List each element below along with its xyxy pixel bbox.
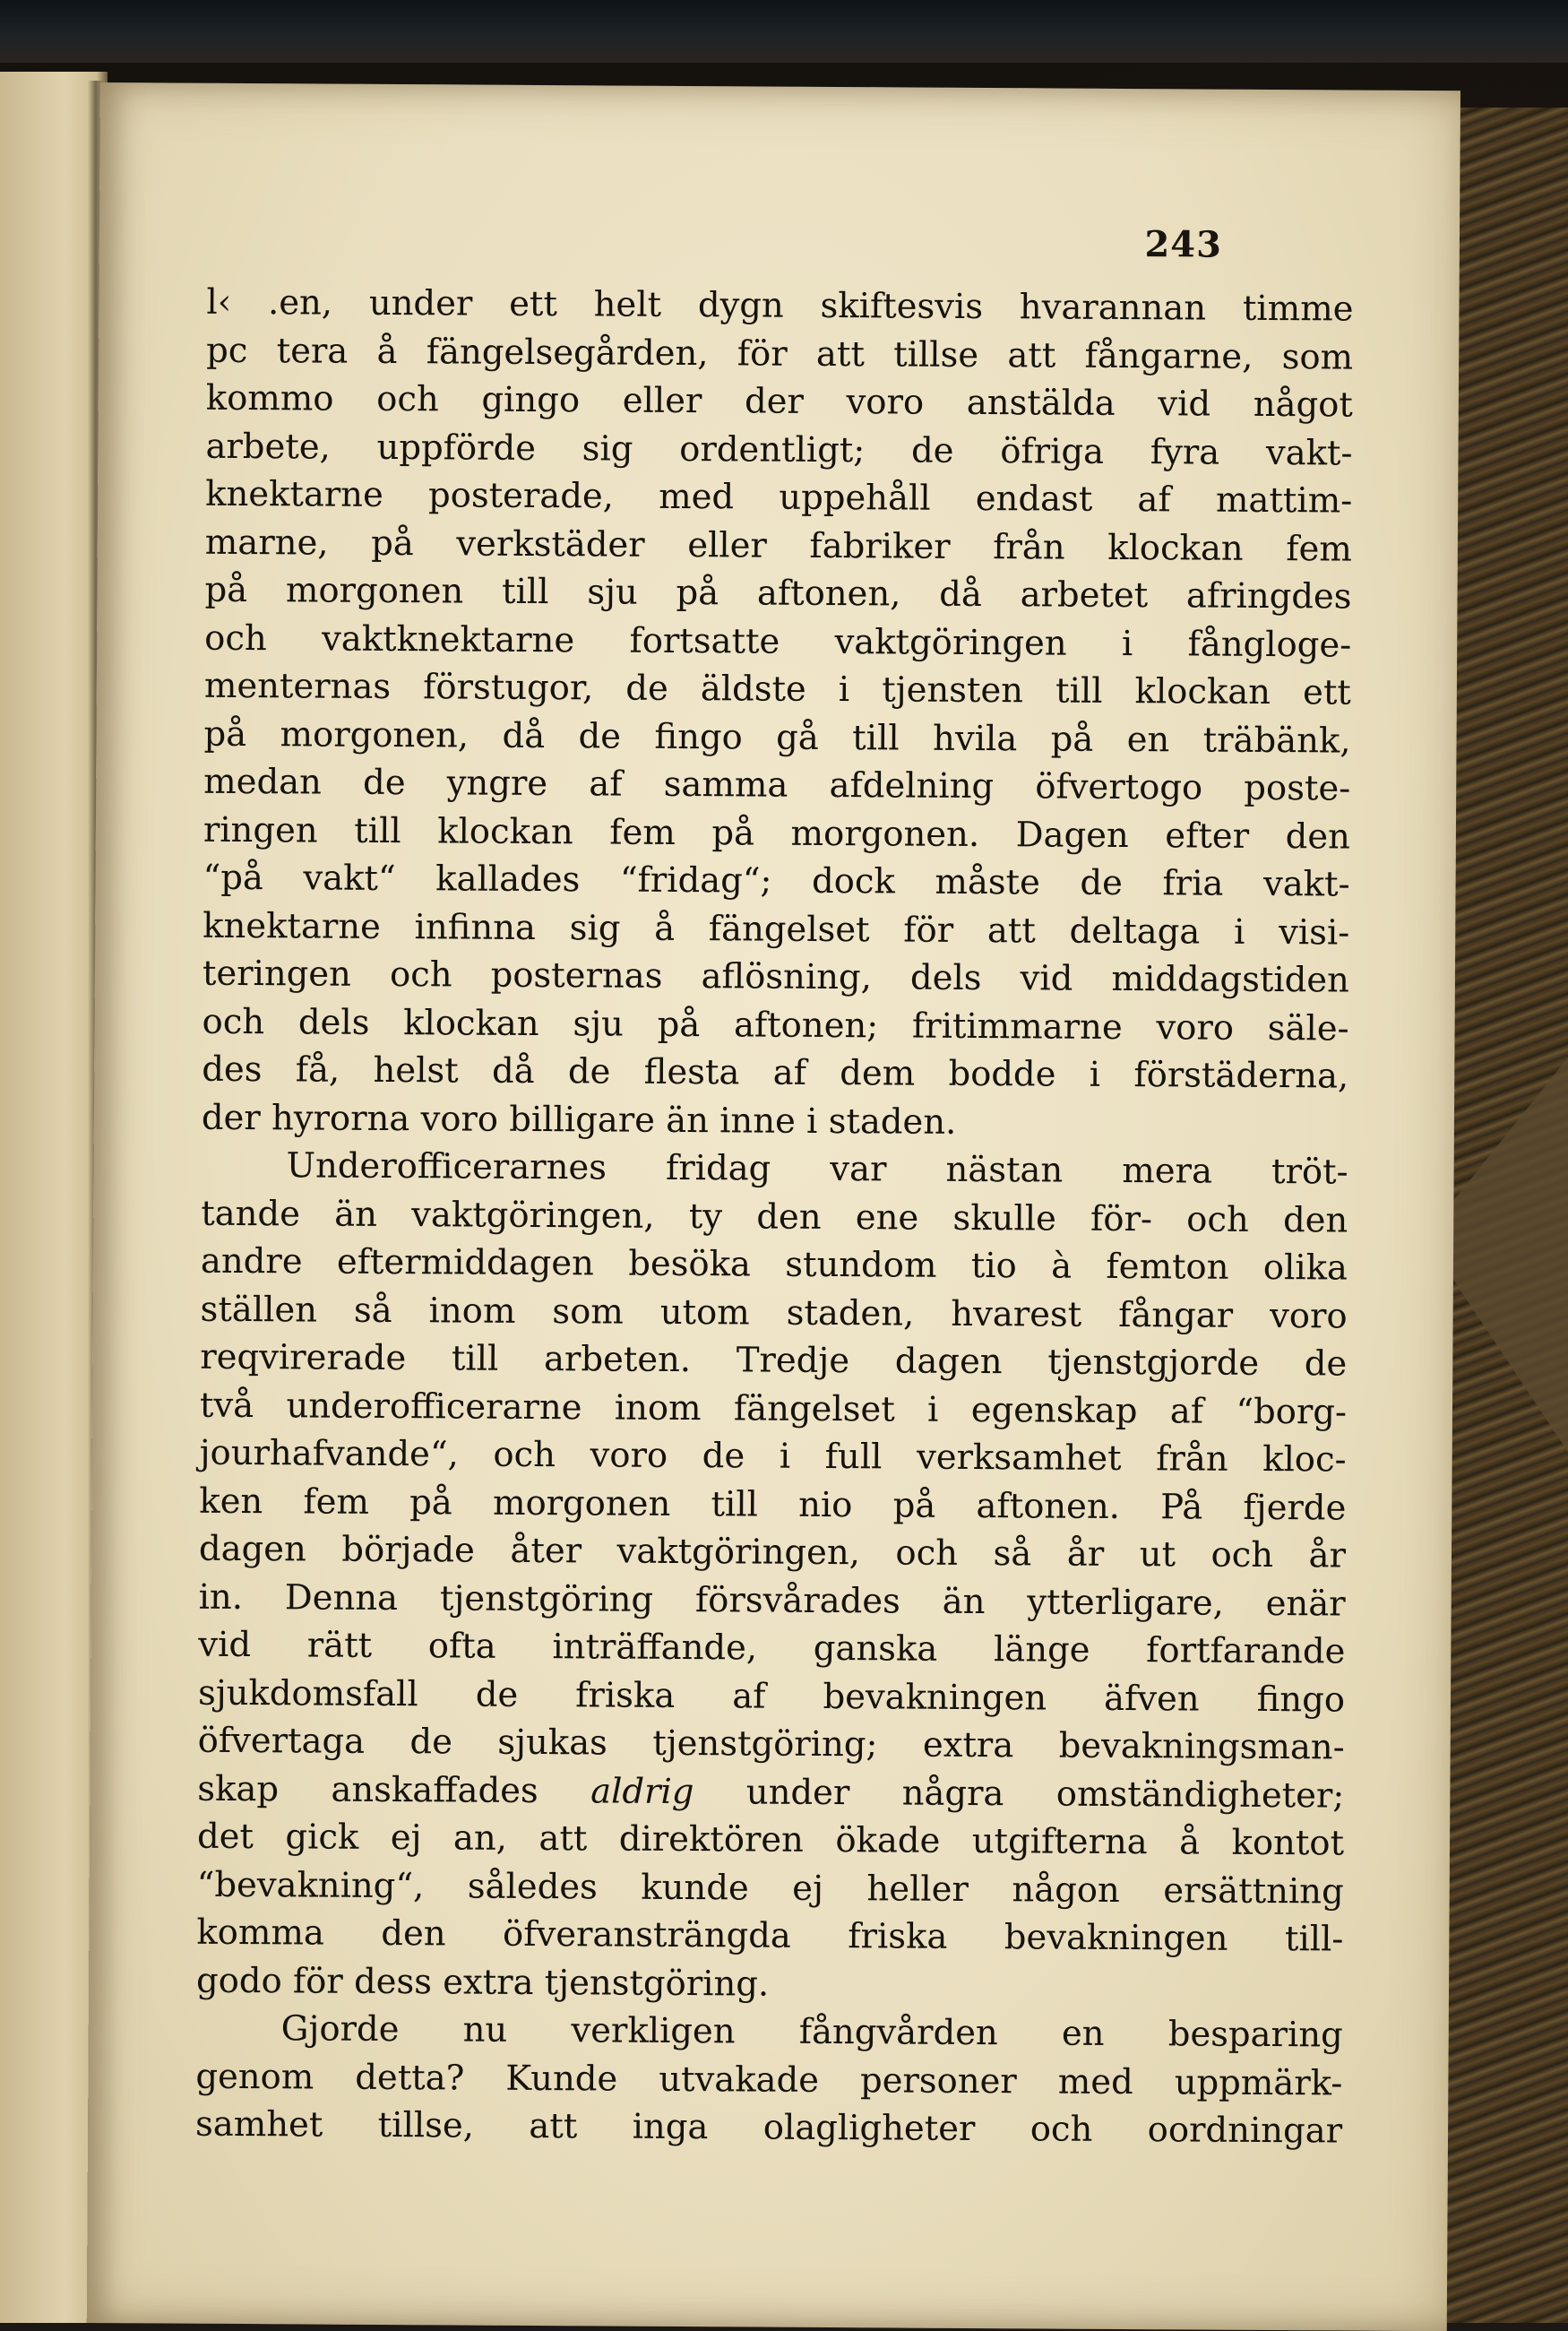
italic-word: aldrig <box>590 1770 694 1812</box>
text-line: in. Denna tjenstgöring försvårades än ytterligare, enär <box>198 1576 1346 1625</box>
text-line: “på vakt“ kallades “fridag“; dock måste de fria vakt- <box>202 857 1350 905</box>
text-line: teringen och posternas aflösning, dels vid middagstiden <box>202 953 1350 1001</box>
text-line: genom detta? Kunde utvakade personer med uppmärk- <box>195 2056 1343 2104</box>
text-line: godo för dess extra tjenstgöring. <box>195 1960 770 2005</box>
text-line: l‹ .en, under ett helt dygn skiftesvis hvarannan timme <box>206 281 1354 330</box>
text-line: öfvertaga de sjukas tjenstgöring; extra bevakningsman- <box>197 1720 1345 1768</box>
text-line: på morgonen, då de fingo gå till hvila på en träbänk, <box>203 713 1351 762</box>
text-line: knektarne posterade, med uppehåll endast af mattim- <box>205 473 1353 522</box>
text-line: reqvirerade till arbeten. Tredje dagen tjenstgjorde de <box>200 1336 1348 1385</box>
text-line: jourhafvande“, och voro de i full verksamhet från kloc- <box>199 1432 1347 1481</box>
text-line: sjukdomsfall de friska af bevakningen äfven fingo <box>197 1672 1346 1721</box>
text-line: menternas förstugor, de äldste i tjensten till klockan ett <box>203 665 1352 713</box>
text-line: ringen till klockan fem på morgonen. Dagen efter den <box>202 809 1351 858</box>
text-line: det gick ej an, att direktören ökade utgifterna å kontot <box>196 1816 1345 1864</box>
text-line: samhet tillse, att inga olagligheter och oordningar <box>194 2103 1343 2152</box>
text-line-with-italic <box>197 1765 1344 1819</box>
text-line: kommo och gingo eller der voro anstälda vid något <box>205 377 1353 426</box>
text-line: på morgonen till sju på aftonen, då arbetet afringdes <box>204 569 1352 617</box>
text-line: des få, helst då de flesta af dem bodde i förstäderna, <box>202 1049 1349 1097</box>
text-line: två underofficerarne inom fängelset i egenskap af “borg- <box>199 1385 1348 1433</box>
text-line: marne, på verkstäder eller fabriker från klockan fem <box>204 522 1352 570</box>
text-line: och vaktknektarne fortsatte vaktgöringen i fångloge- <box>204 617 1352 666</box>
text-line: vid rätt ofta inträffande, ganska länge fortfarande <box>198 1624 1346 1672</box>
body-text <box>195 279 1354 2155</box>
text-line: arbete, uppförde sig ordentligt; de öfriga fyra vakt- <box>205 426 1353 474</box>
text-line: komma den öfveransträngda friska bevakningen till- <box>196 1912 1344 1960</box>
text-line: knektarne infinna sig å fängelset för att deltaga i visi- <box>202 905 1350 954</box>
text-segment: under några omständigheter; <box>745 1771 1345 1817</box>
text-line: Gjorde nu verkligen fångvården en besparing <box>280 2008 1343 2056</box>
text-line: dagen började åter vaktgöringen, och så år ut och år <box>198 1528 1347 1576</box>
text-line: ställen så inom som utom staden, hvarest fångar voro <box>200 1289 1348 1337</box>
text-line: ken fem på morgonen till nio på aftonen. På fjerde <box>199 1481 1347 1529</box>
text-line: “bevakning“, således kunde ej heller någon ersättning <box>196 1864 1344 1912</box>
text-line: och dels klockan sju på aftonen; fritimmarne voro säle- <box>202 1001 1349 1049</box>
text-line: medan de yngre af samma afdelning öfvertogo poste- <box>203 761 1351 809</box>
text-line: der hyrorna voro billigare än inne i staden. <box>201 1097 957 1143</box>
text-line: tande än vaktgöringen, ty den ene skulle för- och den <box>201 1193 1348 1241</box>
text-line: pc tera å fängelsegården, för att tillse att fångarne, som <box>206 330 1354 378</box>
page-number: 243 <box>1144 223 1223 266</box>
text-line: Underofficerarnes fridag var nästan mera tröt- <box>286 1145 1348 1193</box>
book-top-edge <box>0 0 1568 63</box>
book-page <box>87 82 1460 2331</box>
text-segment: skap anskaffades <box>197 1768 538 1811</box>
text-line: andre eftermiddagen besöka stundom tio à femton olika <box>200 1240 1348 1289</box>
